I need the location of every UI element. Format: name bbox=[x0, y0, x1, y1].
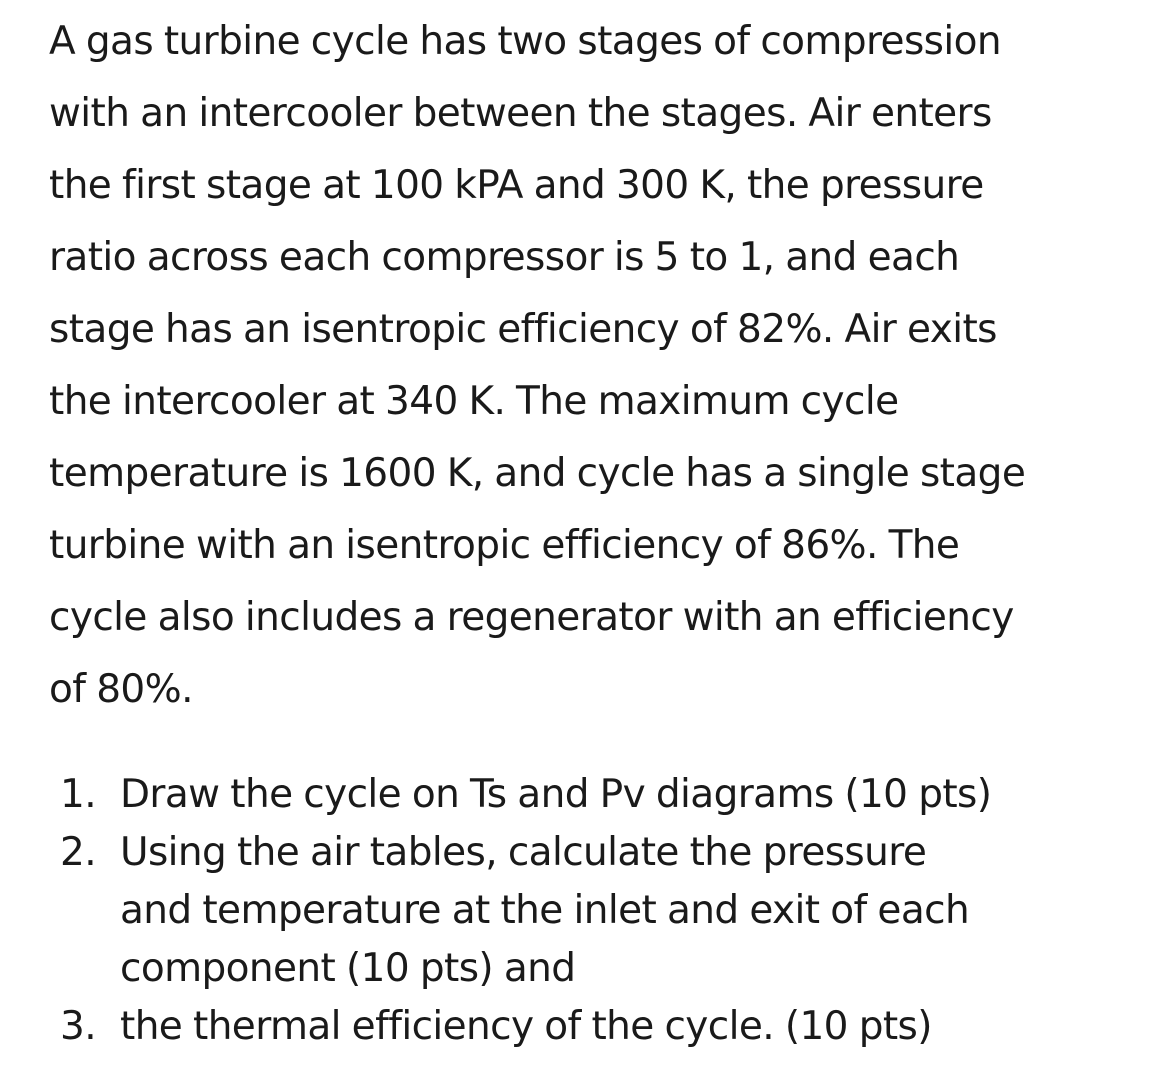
question-number: 1. bbox=[60, 772, 97, 817]
question-text: Draw the cycle on Ts and Pv diagrams (10 pts) bbox=[120, 772, 992, 817]
question-text: the thermal efficiency of the cycle. (10 pts) bbox=[120, 1004, 932, 1049]
problem-line: ratio across each compressor is 5 to 1, and each bbox=[49, 235, 960, 280]
problem-line: the first stage at 100 kPA and 300 K, the pressure bbox=[49, 163, 984, 208]
question-item bbox=[60, 998, 991, 1056]
problem-line: with an intercooler between the stages. Air enters bbox=[49, 91, 992, 136]
problem-line: cycle also includes a regenerator with an efficiency bbox=[49, 595, 1014, 640]
problem-line: turbine with an isentropic efficiency of 86%. The bbox=[49, 523, 960, 568]
problem-line: the intercooler at 340 K. The maximum cycle bbox=[49, 379, 899, 424]
question-number: 3. bbox=[60, 1004, 97, 1049]
problem-line: temperature is 1600 K, and cycle has a single stage bbox=[49, 451, 1026, 496]
question-text: and temperature at the inlet and exit of each bbox=[120, 888, 970, 933]
problem-line: stage has an isentropic efficiency of 82%. Air exits bbox=[49, 307, 997, 352]
document bbox=[49, 6, 1149, 726]
question-text: Using the air tables, calculate the pressure bbox=[120, 830, 927, 875]
question-text: component (10 pts) and bbox=[120, 946, 576, 991]
question-item bbox=[60, 766, 991, 824]
question-item bbox=[60, 824, 991, 998]
problem-line: A gas turbine cycle has two stages of compression bbox=[49, 19, 1001, 64]
question-number: 2. bbox=[60, 830, 97, 875]
problem-statement bbox=[49, 6, 1149, 726]
question-list bbox=[60, 766, 991, 1056]
problem-line: of 80%. bbox=[49, 667, 193, 712]
